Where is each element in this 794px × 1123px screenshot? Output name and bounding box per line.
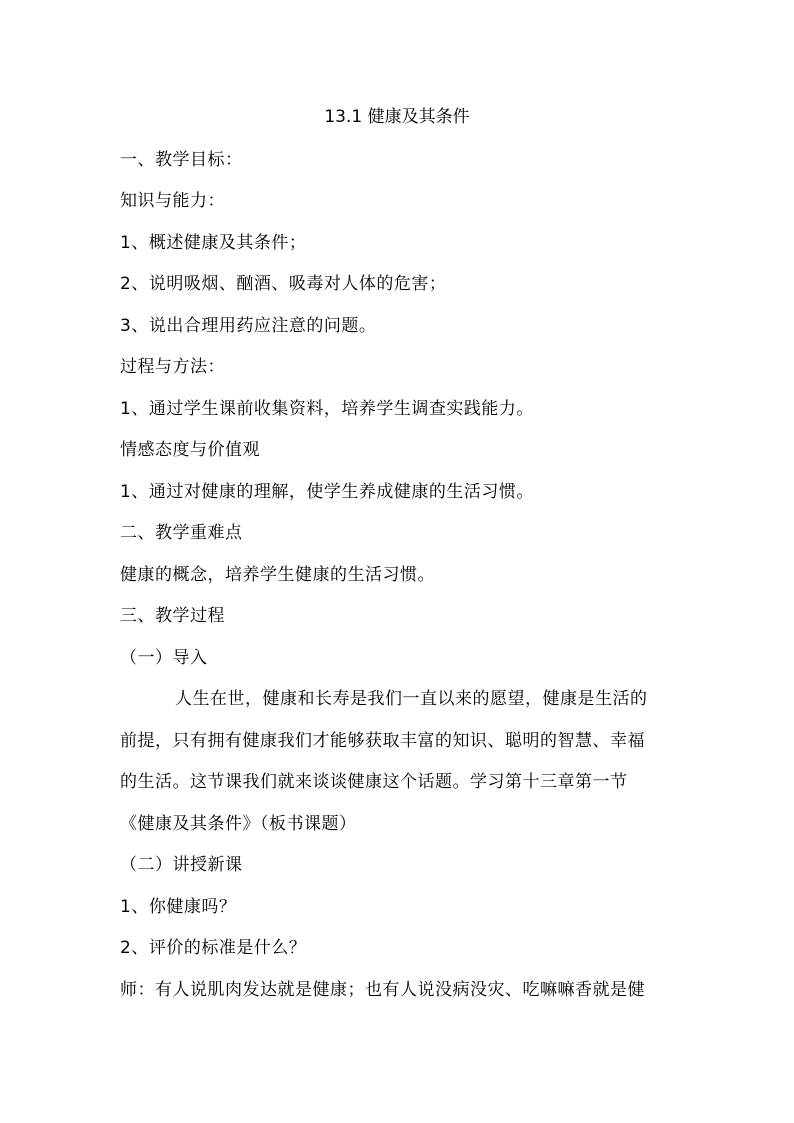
list-item: 1、通过对健康的理解，使学生养成健康的生活习惯。 xyxy=(120,482,534,502)
list-item: 2、评价的标准是什么？ xyxy=(120,938,307,958)
paragraph-line: 人生在世，健康和长寿是我们一直以来的愿望，健康是生活的 xyxy=(175,689,648,709)
subheading-attitude: 情感态度与价值观 xyxy=(120,440,260,460)
section-heading-process: 三、教学过程 xyxy=(120,606,225,626)
paragraph-line: 师：有人说肌肉发达就是健康；也有人说没病没灾、吃嘛嘛香就是健 xyxy=(120,980,645,1000)
subheading-intro: （一）导入 xyxy=(120,648,208,668)
subheading-process: 过程与方法： xyxy=(120,357,225,377)
list-item: 1、你健康吗？ xyxy=(120,897,237,917)
subheading-new-lesson: （二）讲授新课 xyxy=(120,855,243,875)
section-heading-keypoints: 二、教学重难点 xyxy=(120,523,243,543)
list-item: 1、概述健康及其条件； xyxy=(120,233,307,253)
subheading-knowledge: 知识与能力： xyxy=(120,191,225,211)
paragraph-line: 《健康及其条件》（板书课题） xyxy=(120,814,357,834)
paragraph-line: 前提，只有拥有健康我们才能够获取丰富的知识、聪明的智慧、幸福 xyxy=(120,731,645,751)
paragraph-line: 的生活。这节课我们就来谈谈健康这个话题。学习第十三章第一节 xyxy=(120,772,628,792)
list-item: 2、说明吸烟、酗酒、吸毒对人体的危害； xyxy=(120,274,447,294)
paragraph: 健康的概念，培养学生健康的生活习惯。 xyxy=(120,565,435,585)
list-item: 1、通过学生课前收集资料，培养学生调查实践能力。 xyxy=(120,399,534,419)
section-heading-objectives: 一、教学目标： xyxy=(120,150,243,170)
list-item: 3、说出合理用药应注意的问题。 xyxy=(120,316,377,336)
document-title: 13.1 健康及其条件 xyxy=(324,107,470,127)
